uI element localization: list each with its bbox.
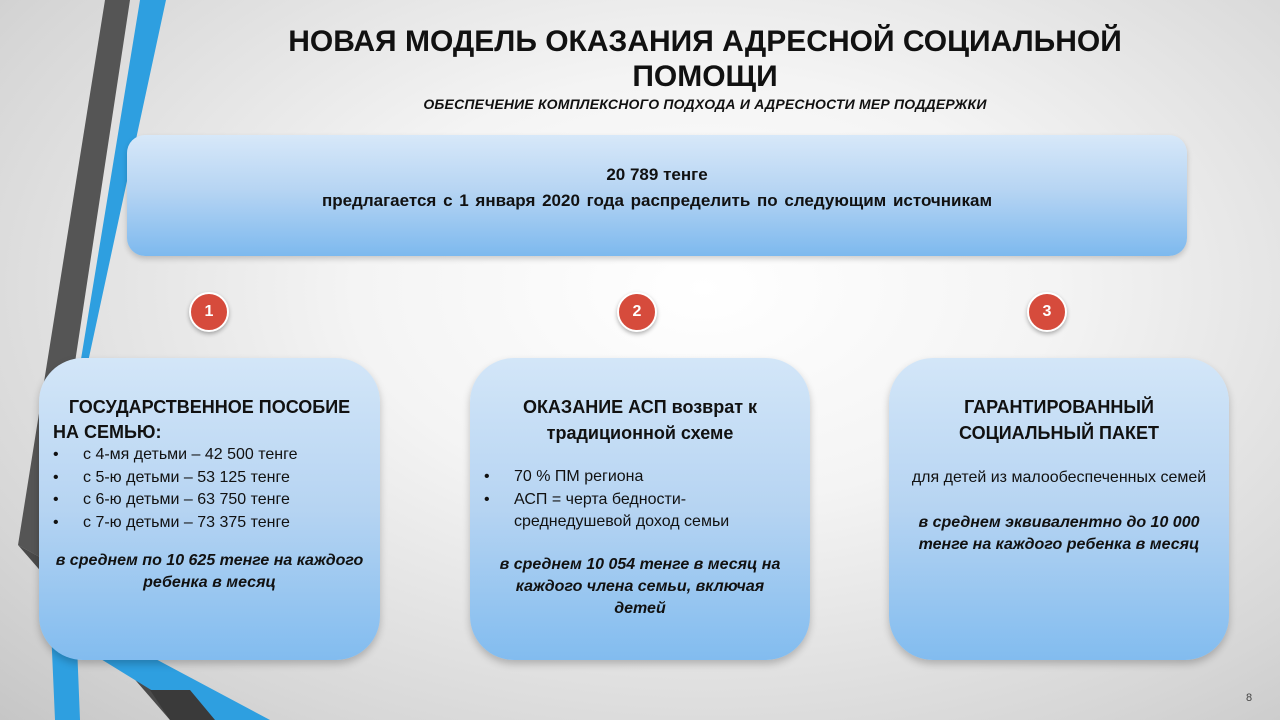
page-subtitle: ОБЕСПЕЧЕНИЕ КОМПЛЕКСНОГО ПОДХОДА И АДРЕСНОСТИ МЕР ПОДДЕРЖКИ xyxy=(423,96,987,112)
card3-heading: ГАРАНТИРОВАННЫЙ СОЦИАЛЬНЫЙ ПАКЕТ xyxy=(959,397,1159,443)
title-line-1: НОВАЯ МОДЕЛЬ ОКАЗАНИЯ АДРЕСНОЙ СОЦИАЛЬНОЙ xyxy=(288,25,1122,58)
list-item: • 70 % ПМ региона xyxy=(484,466,792,489)
card2-heading: ОКАЗАНИЕ АСП возврат к традиционной схеме xyxy=(522,397,758,443)
list-item: • с 4-мя детьми – 42 500 тенге xyxy=(53,444,366,467)
list-item: • с 7-ю детьми – 73 375 тенге xyxy=(53,512,366,535)
banner-amount: 20 789 тенге xyxy=(606,165,708,184)
number-badge-2: 2 xyxy=(617,292,657,332)
card3-note: в среднем эквивалентно до 10 000 тенге на каждого ребенка в месяц xyxy=(918,514,1200,553)
card2-list xyxy=(484,466,792,534)
card-asp xyxy=(470,358,810,660)
card2-note: в среднем 10 054 тенге в месяц на каждого члена семьи, включая детей xyxy=(499,555,781,617)
list-item: • АСП = черта бедности- среднедушевой доход семьи xyxy=(484,489,792,534)
card-state-benefit xyxy=(39,358,380,660)
list-item: • с 6-ю детьми – 63 750 тенге xyxy=(53,489,366,512)
card3-text: для детей из малообеспеченных семей xyxy=(911,469,1207,486)
number-badge-3: 3 xyxy=(1027,292,1067,332)
card1-list xyxy=(53,444,366,534)
banner-description: предлагается с 1 января 2020 года распределить по следующим источникам xyxy=(321,191,993,210)
card1-heading: ГОСУДАРСТВЕННОЕ ПОСОБИЕ xyxy=(68,397,351,417)
summary-banner xyxy=(127,135,1187,256)
card1-note: в среднем по 10 625 тенге на каждого ребенка в месяц xyxy=(55,552,364,591)
card1-subheading: НА СЕМЬЮ: xyxy=(53,422,162,442)
page-number: 8 xyxy=(1246,692,1253,704)
list-item: • с 5-ю детьми – 53 125 тенге xyxy=(53,467,366,490)
title-line-2: ПОМОЩИ xyxy=(632,60,778,93)
number-badge-1: 1 xyxy=(189,292,229,332)
card-social-package xyxy=(889,358,1229,660)
page-title xyxy=(250,24,1160,94)
